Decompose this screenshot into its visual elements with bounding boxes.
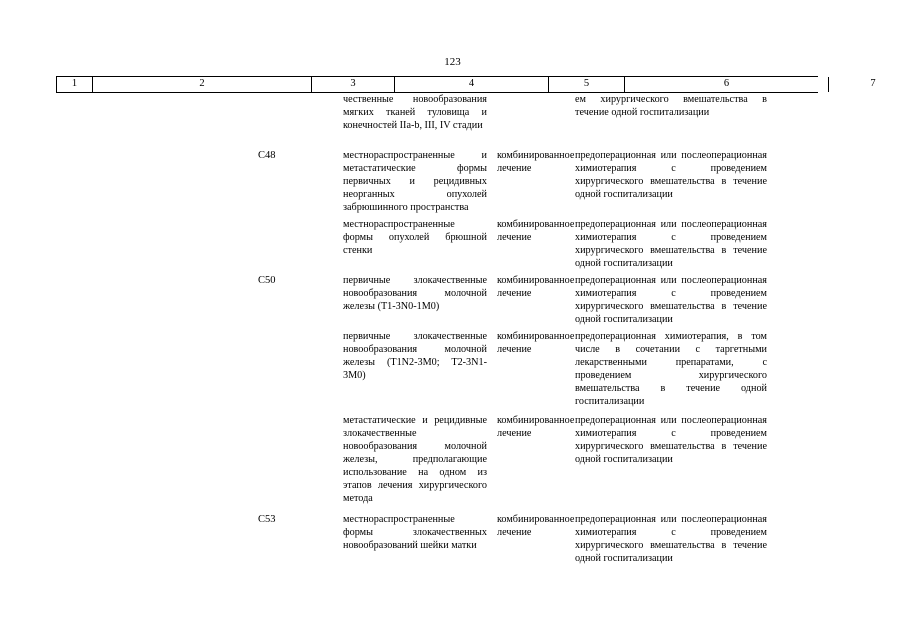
code-cell: C50 xyxy=(258,275,276,286)
method-cell: предоперационная или послеоперационная химиотерапия с проведением хирургического вмешательства в течение одной госпитализации xyxy=(575,275,767,325)
column-header-1: 1 xyxy=(56,77,92,92)
diagnosis-cell: местнораспространенные формы опухолей брюшной стенки xyxy=(343,219,487,256)
column-header-3: 3 xyxy=(311,77,394,92)
column-header-2: 2 xyxy=(92,77,311,92)
method-cell: предоперационная или послеоперационная химиотерапия с проведением хирургического вмешательства в течение одной госпитализации xyxy=(575,150,767,200)
treatment-type-cell: комбинированное лечение xyxy=(497,415,575,439)
diagnosis-cell: местнораспространенные формы злокачественных новообразований шейки матки xyxy=(343,514,487,551)
column-header-6: 6 xyxy=(624,77,828,92)
column-header-7: 7 xyxy=(828,77,905,92)
table-header xyxy=(56,76,876,93)
diagnosis-cell: метастатические и рецидивные злокачественные новообразования молочной железы, предполагающие использование на одном из этапов лечения хирургического метода xyxy=(343,415,487,504)
treatment-type-cell: комбинированное лечение xyxy=(497,331,575,355)
diagnosis-cell: чественные новообразования мягких тканей туловища и конечностей IIa-b, III, IV стадии xyxy=(343,94,487,131)
diagnosis-cell: местнораспространенные и метастатические формы первичных и рецидивных неорганных опухолей забрюшинного пространства xyxy=(343,150,487,213)
method-cell: предоперационная или послеоперационная химиотерапия с проведением хирургического вмешательства в течение одной госпитализации xyxy=(575,219,767,269)
diagnosis-cell: первичные злокачественные новообразования молочной железы (T1-3N0-1M0) xyxy=(343,275,487,312)
treatment-type-cell: комбинированное лечение xyxy=(497,219,575,243)
code-cell: C48 xyxy=(258,150,276,161)
treatment-type-cell: комбинированное лечение xyxy=(497,150,575,174)
method-cell: предоперационная или послеоперационная химиотерапия с проведением хирургического вмешательства в течение одной госпитализации xyxy=(575,514,767,564)
column-header-5: 5 xyxy=(548,77,624,92)
page-number: 123 xyxy=(444,56,461,68)
diagnosis-cell: первичные злокачественные новообразования молочной железы (T1N2-3M0; T2-3N1-3M0) xyxy=(343,331,487,381)
method-cell: предоперационная или послеоперационная химиотерапия с проведением хирургического вмешательства в течение одной госпитализации xyxy=(575,415,767,465)
treatment-type-cell: комбинированное лечение xyxy=(497,275,575,299)
code-cell: C53 xyxy=(258,514,276,525)
method-cell: ем хирургического вмешательства в течение одной госпитализации xyxy=(575,94,767,118)
method-cell: предоперационная химиотерапия, в том числе в сочетании с таргетными лекарственными препаратами, с проведением хирургического вмешательства в течение одной госпитализации xyxy=(575,331,767,407)
column-header-4: 4 xyxy=(394,77,548,92)
treatment-type-cell: комбинированное лечение xyxy=(497,514,575,538)
